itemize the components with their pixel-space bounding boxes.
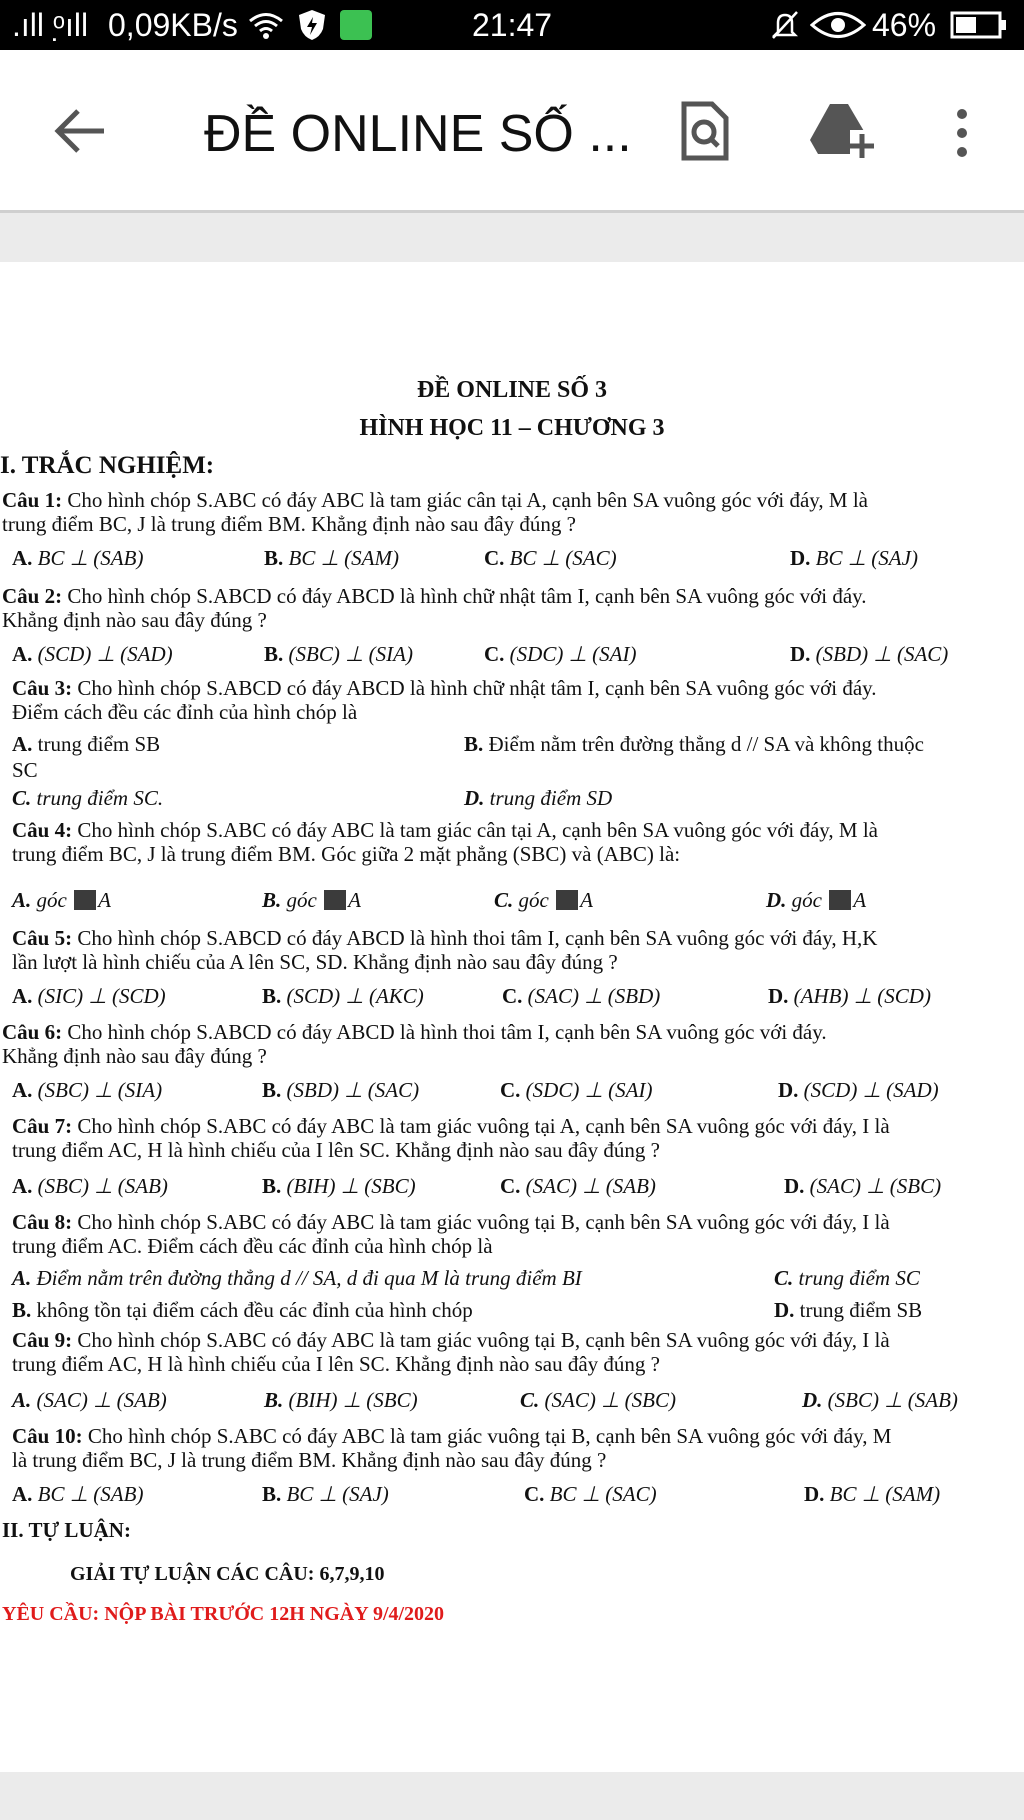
question-5: Câu 5: Cho hình chóp S.ABCD có đáy ABCD là hình thoi tâm I, cạnh bên SA vuông góc với đáy, H,K xyxy=(12,926,878,950)
doc-title: ĐỀ ONLINE SỐ 3 xyxy=(416,377,608,403)
question-5-line-2: lần lượt là hình chiếu của A lên SC, SD. Khẳng định nào sau đây đúng ? xyxy=(12,950,618,974)
question-2: Câu 2: Cho hình chóp S.ABCD có đáy ABCD là hình chữ nhật tâm I, cạnh bên SA vuông góc với đáy. xyxy=(2,584,867,608)
option: D. (SAC) ⊥ (SBC) xyxy=(784,1174,942,1198)
deadline-notice: YÊU CẦU: NỘP BÀI TRƯỚC 12H NGÀY 9/4/2020 xyxy=(2,1603,445,1625)
angle-image xyxy=(556,890,578,910)
option: D. góc A xyxy=(766,888,867,912)
option: C. (SAC) ⊥ (SBC) xyxy=(520,1388,676,1412)
option: D. trung điểm SB xyxy=(774,1298,923,1322)
eye-icon xyxy=(810,10,866,40)
option: A. (SCD) ⊥ (SAD) xyxy=(12,642,173,666)
option: C. trung điểm SC xyxy=(774,1266,920,1290)
question-10: Câu 10: Cho hình chóp S.ABC có đáy ABC là tam giác vuông tại B, cạnh bên SA vuông góc với đáy, M xyxy=(12,1424,892,1448)
option: B. (SBC) ⊥ (SIA) xyxy=(264,642,413,666)
option: C. (SDC) ⊥ (SAI) xyxy=(484,642,637,666)
question-9: Câu 9: Cho hình chóp S.ABC có đáy ABC là tam giác vuông tại B, cạnh bên SA vuông góc với đáy, I là xyxy=(12,1328,890,1352)
angle-image xyxy=(324,890,346,910)
option: D. (SCD) ⊥ (SAD) xyxy=(778,1078,939,1102)
shield-icon xyxy=(298,9,326,41)
option: B. góc A xyxy=(262,888,361,912)
option: C. (SDC) ⊥ (SAI) xyxy=(500,1078,653,1102)
section-heading: II. TỰ LUẬN: xyxy=(2,1518,131,1542)
option: B. Điểm nằm trên đường thẳng d // SA và không thuộc xyxy=(464,732,924,756)
option: A. (SBC) ⊥ (SAB) xyxy=(12,1174,168,1198)
option: B. không tồn tại điểm cách đều các đỉnh của hình chóp xyxy=(12,1298,473,1322)
question-2-line-2: Khẳng định nào sau đây đúng ? xyxy=(2,608,267,632)
add-to-drive-icon[interactable] xyxy=(810,102,874,160)
option: C. BC ⊥ (SAC) xyxy=(484,546,617,570)
more-options-icon[interactable] xyxy=(952,108,972,158)
option: D. trung điểm SD xyxy=(464,786,613,810)
option-continued: SC xyxy=(12,758,38,782)
option: D. (SBC) ⊥ (SAB) xyxy=(802,1388,958,1412)
option: A. (SBC) ⊥ (SIA) xyxy=(12,1078,163,1102)
option: A. BC ⊥ (SAB) xyxy=(12,1482,144,1506)
option: B. (SBD) ⊥ (SAC) xyxy=(262,1078,420,1102)
option: D. (AHB) ⊥ (SCD) xyxy=(768,984,931,1008)
doc-subtitle: HÌNH HỌC 11 – CHƯƠNG 3 xyxy=(359,415,665,441)
option: B. (BIH) ⊥ (SBC) xyxy=(262,1174,416,1198)
back-arrow-icon[interactable] xyxy=(52,106,108,156)
option: D. (SBD) ⊥ (SAC) xyxy=(790,642,949,666)
document-page[interactable] xyxy=(0,262,1024,1772)
battery-icon xyxy=(950,11,1008,39)
question-3: Câu 3: Cho hình chóp S.ABCD có đáy ABCD là hình chữ nhật tâm I, cạnh bên SA vuông góc với đáy. xyxy=(12,676,877,700)
question-8-line-2: trung điểm AC. Điểm cách đều các đỉnh của hình chóp là xyxy=(12,1234,493,1258)
option: A. (SAC) ⊥ (SAB) xyxy=(12,1388,167,1412)
app-notification-icon xyxy=(340,10,372,40)
status-bar xyxy=(0,0,1024,50)
option: A. (SIC) ⊥ (SCD) xyxy=(12,984,166,1008)
question-10-line-2: là trung điểm BC, J là trung điểm BM. Khẳng định nào sau đây đúng ? xyxy=(12,1448,607,1472)
option: D. BC ⊥ (SAM) xyxy=(804,1482,941,1506)
option: C. góc A xyxy=(494,888,593,912)
question-4-line-2: trung điểm BC, J là trung điểm BM. Góc giữa 2 mặt phẳng (SBC) và (ABC) là: xyxy=(12,842,681,866)
option: D. BC ⊥ (SAJ) xyxy=(790,546,918,570)
option: B. BC ⊥ (SAJ) xyxy=(262,1482,389,1506)
option: C. BC ⊥ (SAC) xyxy=(524,1482,657,1506)
mute-icon xyxy=(770,10,800,40)
battery-level: 46% xyxy=(872,7,937,43)
signal-icon: .ıll ᵒ̣ıll xyxy=(12,7,89,43)
wifi-icon xyxy=(248,12,284,40)
option: A. Điểm nằm trên đường thẳng d // SA, d đi qua M là trung điểm BI xyxy=(12,1266,582,1290)
option: A. góc A xyxy=(12,888,111,912)
option: B. (BIH) ⊥ (SBC) xyxy=(264,1388,418,1412)
option: A. BC ⊥ (SAB) xyxy=(12,546,144,570)
search-document-icon[interactable] xyxy=(680,100,730,162)
network-speed: 0,09KB/s xyxy=(108,7,238,43)
option: A. trung điểm SB xyxy=(12,732,161,756)
option: C. (SAC) ⊥ (SBD) xyxy=(502,984,661,1008)
question-1: Câu 1: Cho hình chóp S.ABC có đáy ABC là tam giác cân tại A, cạnh bên SA vuông góc với đáy, M là xyxy=(2,488,868,512)
question-3-line-2: Điểm cách đều các đỉnh của hình chóp là xyxy=(12,700,358,724)
angle-image xyxy=(74,890,96,910)
question-7: Câu 7: Cho hình chóp S.ABC có đáy ABC là tam giác vuông tại A, cạnh bên SA vuông góc với đáy, I là xyxy=(12,1114,890,1138)
option: C. (SAC) ⊥ (SAB) xyxy=(500,1174,656,1198)
essay-instruction: GIẢI TỰ LUẬN CÁC CÂU: 6,7,9,10 xyxy=(70,1563,385,1585)
question-4: Câu 4: Cho hình chóp S.ABC có đáy ABC là tam giác cân tại A, cạnh bên SA vuông góc với đáy, M là xyxy=(12,818,878,842)
option: C. trung điểm SC. xyxy=(12,786,164,810)
question-8: Câu 8: Cho hình chóp S.ABC có đáy ABC là tam giác vuông tại B, cạnh bên SA vuông góc với đáy, I là xyxy=(12,1210,890,1234)
clock: 21:47 xyxy=(472,7,553,43)
question-6-line-2: Khẳng định nào sau đây đúng ? xyxy=(2,1044,267,1068)
question-7-line-2: trung điểm AC, H là hình chiếu của I lên SC. Khẳng định nào sau đây đúng ? xyxy=(12,1138,660,1162)
question-1-line-2: trung điểm BC, J là trung điểm BM. Khẳng định nào sau đây đúng ? xyxy=(2,512,576,536)
option: B. (SCD) ⊥ (AKC) xyxy=(262,984,424,1008)
question-6: Câu 6: Cho hình chóp S.ABCD có đáy ABCD là hình thoi tâm I, cạnh bên SA vuông góc với đáy. xyxy=(2,1020,827,1044)
option: B. BC ⊥ (SAM) xyxy=(264,546,399,570)
angle-image xyxy=(829,890,851,910)
app-bar xyxy=(0,50,1024,213)
document-title: ĐỀ ONLINE SỐ ... xyxy=(204,105,632,163)
question-9-line-2: trung điểm AC, H là hình chiếu của I lên SC. Khẳng định nào sau đây đúng ? xyxy=(12,1352,660,1376)
section-heading: I. TRẮC NGHIỆM: xyxy=(0,452,215,479)
